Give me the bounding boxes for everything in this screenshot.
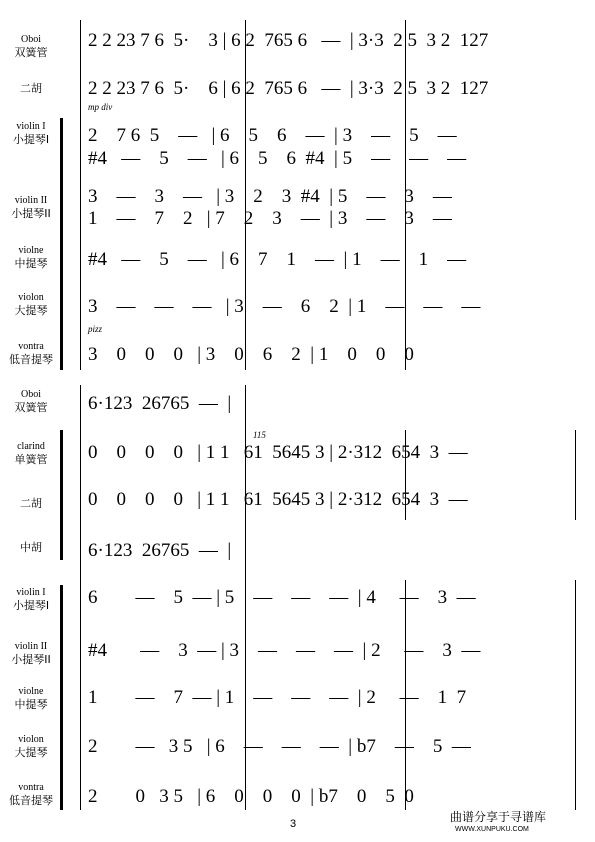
- notation-row: 2 7 6 5 — | 6 5 6 — | 3 — 5 —: [88, 125, 457, 146]
- instrument-label: 中胡: [20, 541, 42, 554]
- notation-row: 0 0 0 0 | 1 1 61 5645 3 | 2·312 654 3 —: [88, 442, 468, 463]
- watermark-brand: 曲谱分享于寻谱库: [450, 810, 547, 824]
- rehearsal-number: 115: [253, 430, 266, 440]
- instrument-label: Oboi 双簧管: [14, 34, 48, 59]
- notation-row: 2 0 3 5 | 6 0 0 0 | b7 0 5 0: [88, 786, 414, 807]
- notation-row: 6·123 26765 — |: [88, 393, 232, 414]
- notation-row: 3 — — — | 3 — 6 2 | 1 — — —: [88, 296, 481, 317]
- staff-bracket: [60, 118, 63, 370]
- technique-mark: pizz: [88, 324, 103, 334]
- barline: [80, 385, 81, 810]
- instrument-label: Oboi 双簧管: [14, 389, 48, 414]
- instrument-label: violne 中提琴: [14, 245, 48, 270]
- instrument-label: violin I 小提琴I: [12, 121, 50, 146]
- notation-row: #4 — 5 — | 6 7 1 — | 1 — 1 —: [88, 249, 467, 270]
- notation-row: 0 0 0 0 | 1 1 61 5645 3 | 2·312 654 3 —: [88, 489, 468, 510]
- dynamic-mark: mp div: [88, 102, 113, 112]
- notation-row: 2 2 23 7 6 5· 6 | 6 2 765 6 — | 3·3 2 5 3 2 127: [88, 78, 489, 99]
- instrument-label: violin I 小提琴I: [12, 587, 50, 612]
- notation-row: #4 — 5 — | 6 5 6 #4 | 5 — — —: [88, 148, 467, 169]
- barline: [80, 20, 81, 370]
- notation-row: 1 — 7 2 | 7 2 3 — | 3 — 3 —: [88, 208, 452, 229]
- instrument-label: violon 大提琴: [14, 292, 48, 317]
- instrument-label: 二胡: [20, 82, 42, 95]
- barline: [575, 430, 576, 520]
- staff-bracket: [60, 585, 63, 810]
- notation-row: 3 — 3 — | 3 2 3 #4 | 5 — 3 —: [88, 186, 452, 207]
- page-number: 3: [290, 818, 297, 830]
- instrument-label: vontra 低音提琴: [9, 782, 53, 807]
- notation-row: 2 — 3 5 | 6 — — — | b7 — 5 —: [88, 736, 471, 757]
- instrument-label: violne 中提琴: [14, 686, 48, 711]
- instrument-label: violon 大提琴: [14, 734, 48, 759]
- instrument-label: vontra 低音提琴: [9, 341, 53, 366]
- notation-row: 3 0 0 0 | 3 0 6 2 | 1 0 0 0: [88, 344, 414, 365]
- staff-bracket: [60, 430, 63, 560]
- notation-row: 6·123 26765 — |: [88, 540, 232, 561]
- barline: [575, 580, 576, 810]
- notation-row: 1 — 7 — | 1 — — — | 2 — 1 7: [88, 687, 467, 708]
- watermark-url: WWW.XUNPUKU.COM: [455, 826, 529, 833]
- instrument-label: violin II 小提琴II: [11, 641, 51, 666]
- instrument-label: clarind 单簧管: [14, 441, 48, 466]
- notation-row: 2 2 23 7 6 5· 3 | 6 2 765 6 — | 3·3 2 5 3 2 127: [88, 30, 489, 51]
- notation-row: #4 — 3 — | 3 — — — | 2 — 3 —: [88, 640, 481, 661]
- instrument-label: 二胡: [20, 497, 42, 510]
- instrument-label: violin II 小提琴II: [11, 195, 51, 220]
- notation-row: 6 — 5 — | 5 — — — | 4 — 3 —: [88, 587, 476, 608]
